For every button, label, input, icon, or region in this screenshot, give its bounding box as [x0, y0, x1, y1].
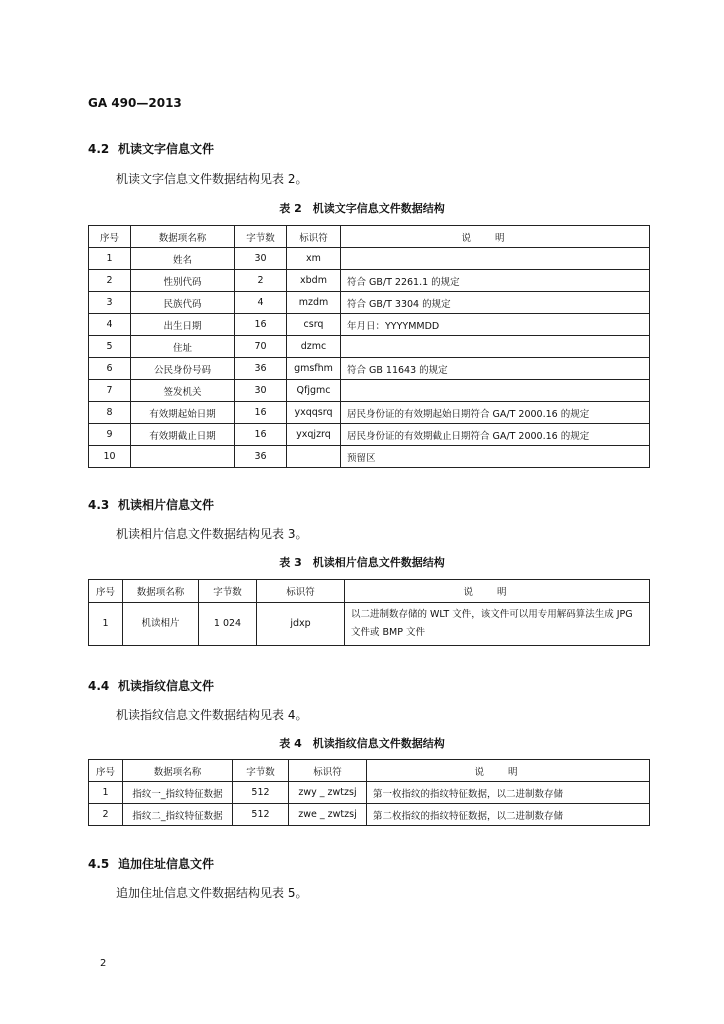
- table-cell: 第二枚指纹的指纹特征数据，以二进制数存储: [367, 804, 650, 826]
- table-cell: 3: [89, 292, 131, 314]
- table-cell: 16: [235, 314, 287, 336]
- table-cell: csrq: [287, 314, 341, 336]
- table-cell: 符合 GB 11643 的规定: [341, 358, 650, 380]
- header-cell: 标识符: [287, 226, 341, 248]
- table-cell: 2: [89, 270, 131, 292]
- section-heading-4-5: [88, 855, 214, 872]
- header-cell: 说明: [345, 580, 650, 603]
- table-cell: 4: [89, 314, 131, 336]
- table-cell: 签发机关: [131, 380, 235, 402]
- table-cell: 指纹一_指纹特征数据: [123, 782, 233, 804]
- table-cell: xm: [287, 248, 341, 270]
- table-4: [88, 759, 650, 826]
- table-cell: 住址: [131, 336, 235, 358]
- header-cell: 序号: [89, 226, 131, 248]
- table-row: [89, 248, 650, 270]
- table-3: [88, 579, 650, 646]
- header-cell: 说明: [367, 760, 650, 782]
- table-cell: 有效期起始日期: [131, 402, 235, 424]
- section-paragraph: 机读文字信息文件数据结构见表 2。: [116, 172, 308, 186]
- table-cell: Qfjgmc: [287, 380, 341, 402]
- section-title: 机读指纹信息文件: [118, 679, 215, 693]
- table-header-row: [89, 580, 650, 603]
- table-cell: [131, 446, 235, 468]
- header-cell: 字节数: [233, 760, 289, 782]
- table-cell: 10: [89, 446, 131, 468]
- table-row: [89, 292, 650, 314]
- table-row: [89, 804, 650, 826]
- table-cell: gmsfhm: [287, 358, 341, 380]
- table-cell: 1: [89, 248, 131, 270]
- table-row: [89, 270, 650, 292]
- table-cell: 符合 GB/T 3304 的规定: [341, 292, 650, 314]
- table-cell: [341, 336, 650, 358]
- table-cell: 36: [235, 446, 287, 468]
- table-cell: [341, 380, 650, 402]
- section-title: 机读相片信息文件: [118, 498, 215, 512]
- header-cell: 数据项名称: [131, 226, 235, 248]
- table-cell: 年月日：YYYYMMDD: [341, 314, 650, 336]
- table-row: [89, 314, 650, 336]
- table-cell: xbdm: [287, 270, 341, 292]
- table-cell: 公民身份号码: [131, 358, 235, 380]
- table-cell: 第一枚指纹的指纹特征数据，以二进制数存储: [367, 782, 650, 804]
- header-cell: 说明: [341, 226, 650, 248]
- table-cell: 以二进制数存储的 WLT 文件，该文件可以用专用解码算法生成 JPG 文件或 BMP 文件: [345, 603, 650, 646]
- header-cell: 字节数: [235, 226, 287, 248]
- header-cell: 数据项名称: [123, 580, 199, 603]
- table-cell: 9: [89, 424, 131, 446]
- table-cell: 符合 GB/T 2261.1 的规定: [341, 270, 650, 292]
- table-cell: 16: [235, 424, 287, 446]
- table-cell: 居民身份证的有效期起始日期符合 GA/T 2000.16 的规定: [341, 402, 650, 424]
- table-cell: jdxp: [257, 603, 345, 646]
- table-cell: [341, 248, 650, 270]
- section-heading-4-2: [88, 140, 214, 157]
- table-cell: 1: [89, 782, 123, 804]
- table-cell: 姓名: [131, 248, 235, 270]
- table-2: [88, 225, 650, 468]
- table-cell: 5: [89, 336, 131, 358]
- table-row: [89, 603, 650, 646]
- table-cell: 性别代码: [131, 270, 235, 292]
- table-row: [89, 782, 650, 804]
- table-cell: 36: [235, 358, 287, 380]
- table-caption: 表 4 机读指纹信息文件数据结构: [279, 737, 445, 750]
- header-cell: 标识符: [289, 760, 367, 782]
- table-row: [89, 402, 650, 424]
- section-number: 4.4: [88, 679, 110, 693]
- section-heading-4-3: [88, 496, 214, 513]
- header-cell: 序号: [89, 760, 123, 782]
- table-cell: zwy _ zwtzsj: [289, 782, 367, 804]
- header-cell: 字节数: [199, 580, 257, 603]
- table-row: [89, 446, 650, 468]
- table-cell: 512: [233, 782, 289, 804]
- table-cell: 预留区: [341, 446, 650, 468]
- section-title: 机读文字信息文件: [118, 142, 215, 156]
- table-cell: 有效期截止日期: [131, 424, 235, 446]
- table-cell: mzdm: [287, 292, 341, 314]
- table-header-row: [89, 760, 650, 782]
- table-caption: 表 3 机读相片信息文件数据结构: [279, 556, 445, 569]
- section-paragraph: 机读指纹信息文件数据结构见表 4。: [116, 708, 308, 722]
- section-paragraph: 机读相片信息文件数据结构见表 3。: [116, 527, 308, 541]
- table-caption: 表 2 机读文字信息文件数据结构: [279, 202, 445, 215]
- table-row: [89, 424, 650, 446]
- table-cell: 民族代码: [131, 292, 235, 314]
- header-cell: 序号: [89, 580, 123, 603]
- table-cell: 30: [235, 248, 287, 270]
- table-cell: 2: [89, 804, 123, 826]
- page-number: 2: [100, 958, 107, 969]
- table-cell: 1 024: [199, 603, 257, 646]
- table-row: [89, 358, 650, 380]
- table-cell: 指纹二_指纹特征数据: [123, 804, 233, 826]
- table-cell: zwe _ zwtzsj: [289, 804, 367, 826]
- table-cell: 居民身份证的有效期截止日期符合 GA/T 2000.16 的规定: [341, 424, 650, 446]
- table-cell: dzmc: [287, 336, 341, 358]
- table-cell: 30: [235, 380, 287, 402]
- section-paragraph: 追加住址信息文件数据结构见表 5。: [116, 886, 308, 900]
- table-cell: yxqqsrq: [287, 402, 341, 424]
- table-cell: 8: [89, 402, 131, 424]
- table-cell: 16: [235, 402, 287, 424]
- table-row: [89, 336, 650, 358]
- header-cell: 数据项名称: [123, 760, 233, 782]
- table-header-row: [89, 226, 650, 248]
- section-heading-4-4: [88, 677, 214, 694]
- table-cell: 出生日期: [131, 314, 235, 336]
- table-cell: 2: [235, 270, 287, 292]
- document-code: GA 490—2013: [88, 96, 182, 110]
- table-row: [89, 380, 650, 402]
- table-cell: 1: [89, 603, 123, 646]
- table-cell: 4: [235, 292, 287, 314]
- table-cell: 机读相片: [123, 603, 199, 646]
- section-number: 4.2: [88, 142, 110, 156]
- section-number: 4.5: [88, 857, 110, 871]
- table-cell: 70: [235, 336, 287, 358]
- table-cell: [287, 446, 341, 468]
- table-cell: 7: [89, 380, 131, 402]
- table-cell: 6: [89, 358, 131, 380]
- section-title: 追加住址信息文件: [118, 857, 215, 871]
- section-number: 4.3: [88, 498, 110, 512]
- header-cell: 标识符: [257, 580, 345, 603]
- table-cell: 512: [233, 804, 289, 826]
- table-cell: yxqjzrq: [287, 424, 341, 446]
